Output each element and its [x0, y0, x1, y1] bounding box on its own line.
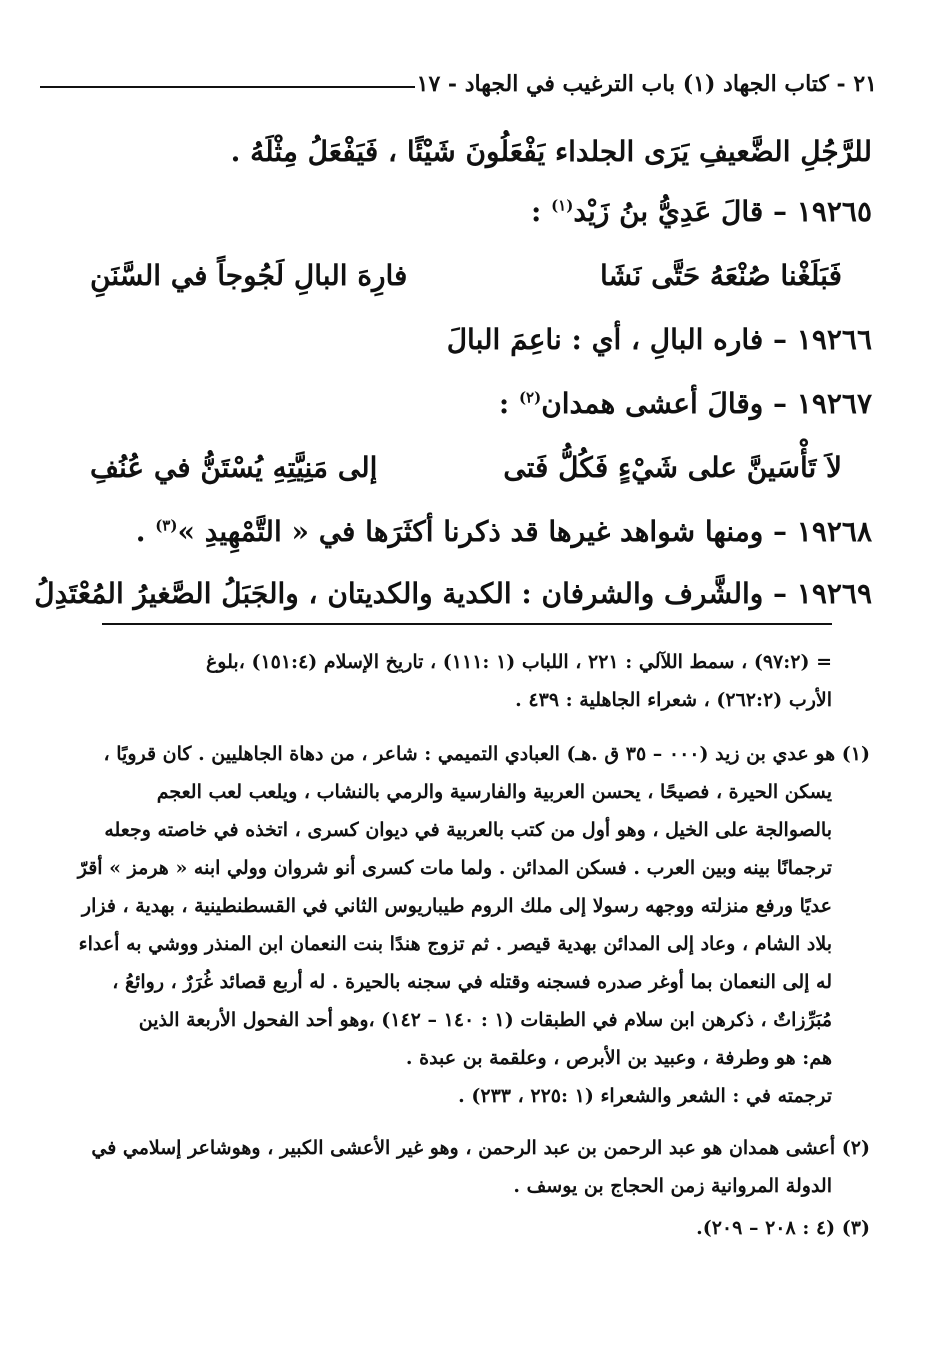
entry-19268 [136, 510, 872, 554]
footnote-1-line-2: يسكن الحيرة ، فصيحًا ، يحسن العربية والفارسية والرمي بالنشاب ، ويلعب لعب العجم [156, 781, 832, 803]
header-title: ٢١ - كتاب الجهاد (١) باب الترغيب في الجهاد - ١٧ [416, 71, 877, 97]
entry-19267-colon: : [498, 387, 519, 420]
verse-1-first-hemistich: فَبَلَغْنا صُنْعَهُ حَتَّى نَشَا [600, 259, 842, 292]
footnote-ref-3: (٣) [155, 516, 178, 535]
footnote-2-line-1: (٢) أعشى همدان هو عبد الرحمن بن عبد الرحمن ، وهو غير الأعشى الكبير ، وهوشاعر إسلامي في [91, 1137, 870, 1159]
footnote-ref-1: (١) [551, 196, 574, 215]
footnote-2-line-2: الدولة المروانية زمن الحجاج بن يوسف . [513, 1175, 832, 1197]
footnote-1-line-6: بلاد الشام ، وعاد إلى المدائن بهدية قيصر . ثم تزوج هندًا بنت النعمان ابن المنذر ووشي به أعداء [78, 933, 832, 955]
footnote-1-line-9: هم: هو وطرفة ، وعبيد بن الأبرص ، وعلقمة بن عبدة . [405, 1047, 832, 1069]
footnote-1-line-1: (١) هو عدي بن زيد (٠٠٠ – ٣٥ ق .هـ) العبادي التميمي : شاعر ، من دهاة الجاهليين . كان قرويًا ، [103, 743, 870, 765]
verse-1-second-hemistich: فارِهَ البالِ لَجُوجاً في السَّنَنِ [90, 259, 408, 292]
verse-2-first-hemistich: لاَ تَأْسَينَّ على شَيْءٍ فَكُلُّ فَتى [503, 451, 842, 484]
footnote-1-line-10: ترجمته في : الشعر والشعراء (١ :٢٢٥ ، ٢٣٣) . [458, 1085, 832, 1107]
entry-19267 [499, 382, 872, 426]
entry-19265 [531, 190, 872, 234]
footnote-ref-2: (٢) [518, 388, 542, 407]
entry-19265-text: ١٩٢٦٥ – قالَ عَدِيُّ بنُ زَيْد [573, 195, 872, 228]
entry-19268-text: ١٩٢٦٨ – ومنها شواهد غيرها قد ذكرنا أكثَرَها في « التَّمْهِيدِ » [177, 515, 872, 548]
header-rule [40, 86, 415, 88]
entry-19269: ١٩٢٦٩ – والشَّرف والشرفان : الكدية والكديتان ، والجَبَلُ الصَّغيرُ المُعْتَدِلُ [34, 577, 872, 610]
footnote-1-line-7: له إلى النعمان بما أوغر صدره فسجنه وقتله في سجنه بالحيرة . له أربع قصائد غُرَرٌ ، روائعُ ، [112, 971, 832, 993]
entry-19265-colon: : [530, 195, 552, 228]
entry-19268-period: . [135, 515, 156, 548]
verse-2-second-hemistich: إلى مَنِيَّتِهِ يُسْتَنُّ في عُنُفِ [90, 451, 378, 484]
entry-19266: ١٩٢٦٦ – فاره البالِ ، أي : ناعِمَ البالَ [446, 323, 872, 356]
entry-19267-text: ١٩٢٦٧ – وقالَ أعشى همدان [541, 387, 872, 420]
footnote-1-line-8: مُبَرِّزاتٌ ، ذكرهن ابن سلام في الطبقات (١ : ١٤٠ – ١٤٢) ،وهو أحد الفحول الأربعة الذين [138, 1009, 832, 1031]
footnote-1-line-5: عديًا ورفع منزلته ووجهه رسولا إلى ملك الروم طيباريوس الثاني في القسطنطينية ، بهدية ، فزار [81, 895, 832, 917]
footnote-continuation-line-1: = (٩٧:٢) ، سمط اللآلي : ٢٢١ ، اللباب (١ :١١١) ، تاريخ الإسلام (١٥١:٤) ،بلوغ [205, 651, 832, 673]
footnote-1-line-3: بالصوالجة على الخيل ، وهو أول من كتب بالعربية في ديوان كسرى ، اتخذه في خاصته وجعله [104, 819, 832, 841]
text-line-1: للرَّجُلِ الضَّعيفِ يَرَى الجلداء يَفْعَلُونَ شَيْئًا ، فَيَفْعَلُ مِثْلَهُ . [230, 135, 872, 168]
footnote-3: (٣) (٤ : ٢٠٨ – ٢٠٩). [696, 1217, 870, 1239]
footnote-continuation-line-2: الأرب (٢٦٢:٢) ، شعراء الجاهلية : ٤٣٩ . [515, 689, 832, 711]
running-header [40, 64, 877, 104]
footnote-divider [102, 623, 832, 625]
footnote-1-line-4: ترجمانًا بينه وبين العرب . فسكن المدائن . ولما مات كسرى أنو شروان وولي ابنه « هرمز » أقرّ [77, 857, 832, 879]
